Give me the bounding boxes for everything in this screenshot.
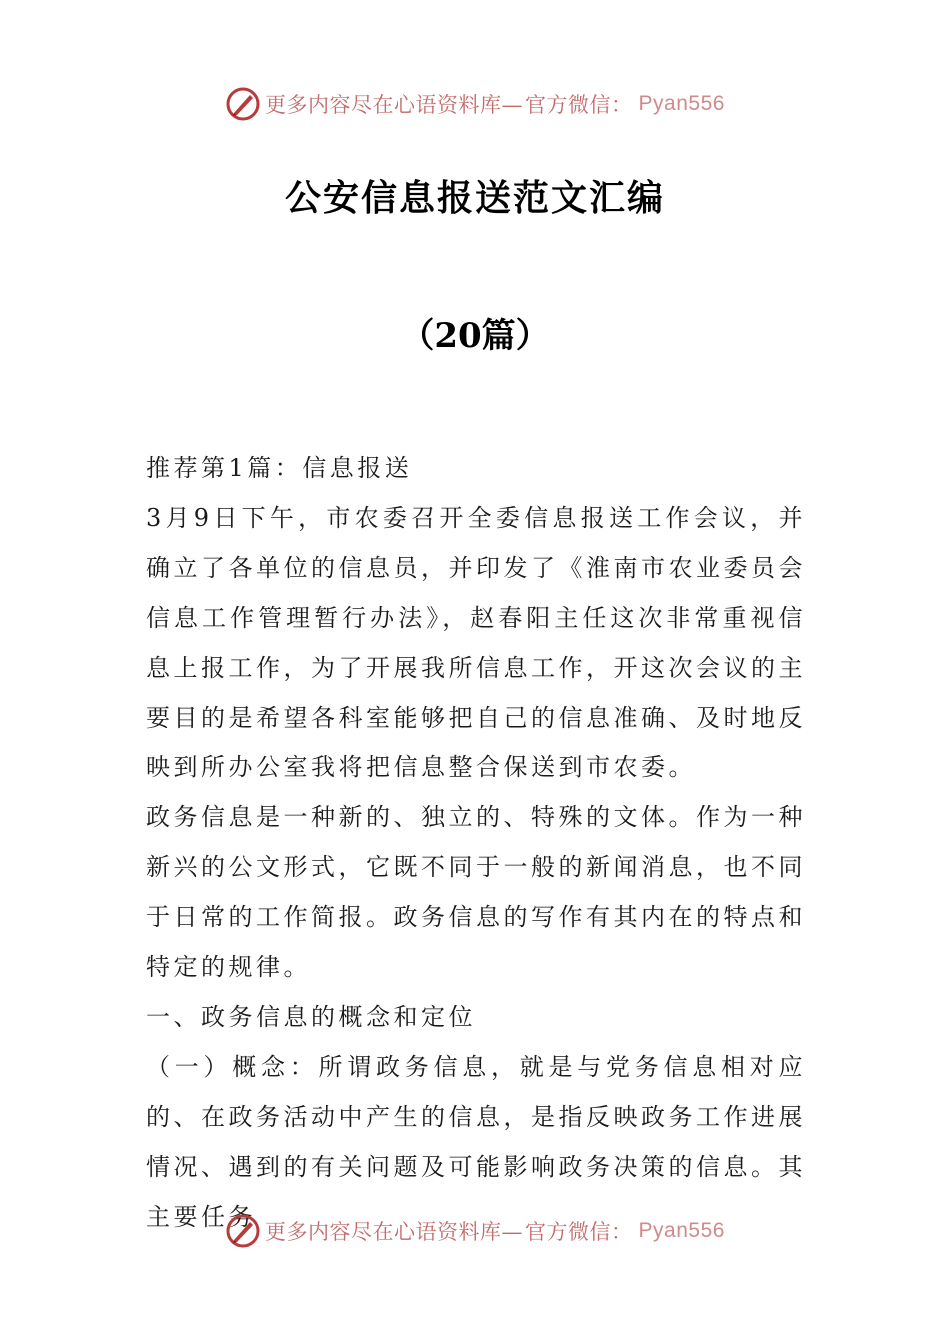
section-heading: 一、政务信息的概念和定位 xyxy=(146,1002,476,1031)
document-body xyxy=(146,444,806,1243)
banner-wechat-id: Pyan556 xyxy=(638,1219,725,1242)
pen-in-circle-icon xyxy=(225,86,261,122)
banner-wechat-label: 官方微信： xyxy=(525,1220,633,1244)
document-title: 公安信息报送范文汇编 xyxy=(284,177,665,219)
banner-wechat-id: Pyan556 xyxy=(638,92,725,115)
pen-in-circle-icon xyxy=(225,1213,261,1249)
footer-watermark-banner xyxy=(0,1211,950,1251)
section-heading: 推荐第1篇：信息报送 xyxy=(146,454,413,482)
banner-text: 更多内容尽在心语资料库— xyxy=(265,1220,524,1244)
document-subtitle: （20篇） xyxy=(400,316,550,356)
body-paragraph: 3月9日下午，市农委召开全委信息报送工作会议，并确立了各单位的信息员，并印发了《淮南市农业委员会信息工作管理暂行办法》，赵春阳主任这次非常重视信息上报工作，为了开展我所信息工作，开这次会议的主要目的是希望各科室能够把自己的信息准确、及时地反映到所办公室我将把信息整合保送到市农委。 xyxy=(146,503,806,782)
banner-text: 更多内容尽在心语资料库— xyxy=(265,93,524,117)
body-paragraph: （一）概念：所谓政务信息，就是与党务信息相对应的、在政务活动中产生的信息，是指反映政务工作进展情况、遇到的有关问题及可能影响政务决策的信息。其主要任务 xyxy=(146,1052,806,1231)
header-watermark-banner xyxy=(0,84,950,124)
banner-wechat-label: 官方微信： xyxy=(525,93,633,117)
body-paragraph: 政务信息是一种新的、独立的、特殊的文体。作为一种新兴的公文形式，它既不同于一般的新闻消息，也不同于日常的工作简报。政务信息的写作有其内在的特点和特定的规律。 xyxy=(146,803,806,982)
